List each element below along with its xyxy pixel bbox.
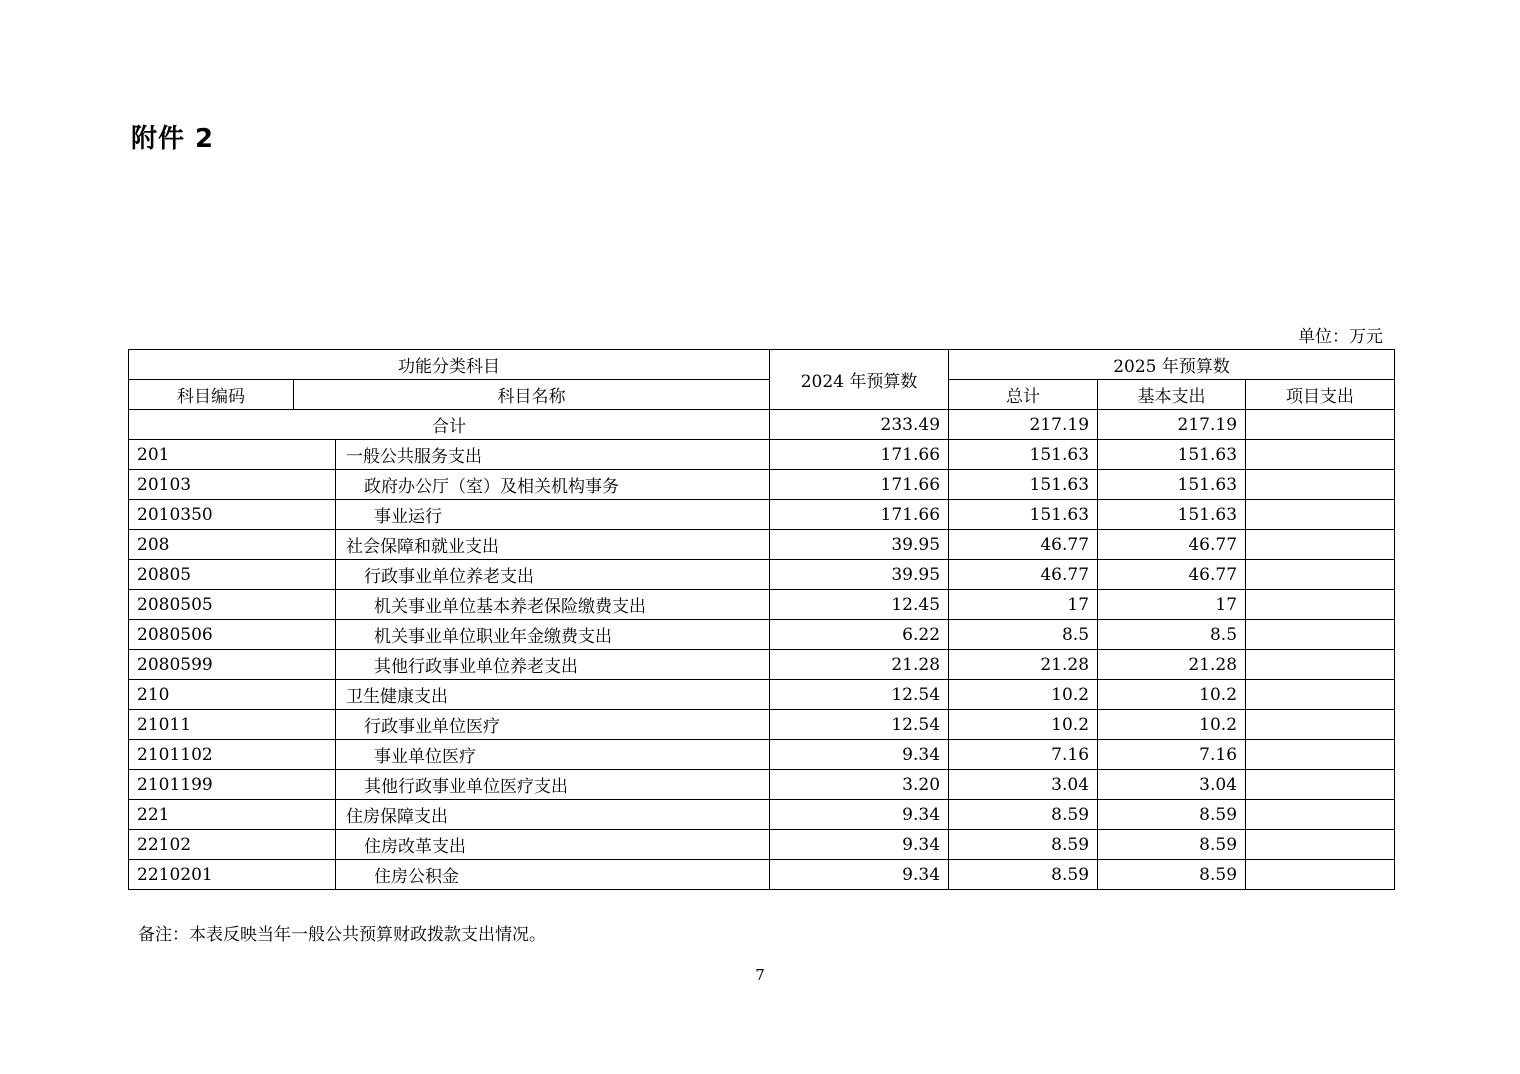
header-row-1 (129, 350, 1395, 380)
cell-2025-total: 151.63 (949, 500, 1098, 530)
cell-name: 政府办公厅（室）及相关机构事务 (336, 470, 770, 500)
cell-2025-total: 151.63 (949, 470, 1098, 500)
cell-2025-total: 8.59 (949, 860, 1098, 890)
cell-budget-2024: 12.54 (770, 680, 949, 710)
cell-2025-project (1246, 740, 1395, 770)
total-2025-basic: 217.19 (1098, 410, 1246, 440)
cell-budget-2024: 6.22 (770, 620, 949, 650)
cell-code: 2010350 (129, 500, 294, 530)
cell-code: 20805 (129, 560, 294, 590)
cell-spacer (294, 770, 336, 800)
table-row (129, 440, 1395, 470)
table-row (129, 530, 1395, 560)
cell-spacer (294, 560, 336, 590)
cell-code: 221 (129, 800, 294, 830)
table-row (129, 680, 1395, 710)
cell-spacer (294, 740, 336, 770)
cell-2025-project (1246, 500, 1395, 530)
cell-name: 机关事业单位职业年金缴费支出 (336, 620, 770, 650)
header-row-2 (129, 380, 1395, 410)
header-budget-2025: 2025 年预算数 (949, 350, 1395, 380)
table-row (129, 770, 1395, 800)
attachment-title: 附件 2 (131, 124, 215, 154)
table-body (129, 410, 1395, 890)
cell-spacer (294, 440, 336, 470)
cell-2025-basic: 21.28 (1098, 650, 1246, 680)
cell-budget-2024: 12.54 (770, 710, 949, 740)
cell-2025-basic: 7.16 (1098, 740, 1246, 770)
table-row (129, 590, 1395, 620)
header-code: 科目编码 (129, 380, 294, 410)
cell-2025-basic: 151.63 (1098, 500, 1246, 530)
cell-name: 卫生健康支出 (336, 680, 770, 710)
cell-2025-total: 46.77 (949, 530, 1098, 560)
cell-name: 其他行政事业单位养老支出 (336, 650, 770, 680)
cell-spacer (294, 830, 336, 860)
cell-budget-2024: 39.95 (770, 560, 949, 590)
cell-name: 行政事业单位养老支出 (336, 560, 770, 590)
table-row (129, 650, 1395, 680)
cell-2025-basic: 8.59 (1098, 860, 1246, 890)
table-row (129, 560, 1395, 590)
cell-2025-basic: 3.04 (1098, 770, 1246, 800)
cell-2025-total: 8.59 (949, 800, 1098, 830)
cell-2025-total: 17 (949, 590, 1098, 620)
cell-2025-project (1246, 560, 1395, 590)
cell-spacer (294, 470, 336, 500)
cell-spacer (294, 860, 336, 890)
cell-budget-2024: 21.28 (770, 650, 949, 680)
cell-2025-project (1246, 530, 1395, 560)
cell-2025-basic: 8.5 (1098, 620, 1246, 650)
header-budget-2024: 2024 年预算数 (770, 350, 949, 410)
cell-budget-2024: 171.66 (770, 440, 949, 470)
unit-label: 单位：万元 (1298, 327, 1383, 347)
cell-code: 2080506 (129, 620, 294, 650)
cell-code: 2101199 (129, 770, 294, 800)
cell-2025-total: 21.28 (949, 650, 1098, 680)
cell-2025-total: 10.2 (949, 680, 1098, 710)
cell-budget-2024: 39.95 (770, 530, 949, 560)
cell-name: 其他行政事业单位医疗支出 (336, 770, 770, 800)
cell-code: 20103 (129, 470, 294, 500)
cell-name: 住房公积金 (336, 860, 770, 890)
cell-code: 210 (129, 680, 294, 710)
cell-2025-basic: 8.59 (1098, 830, 1246, 860)
cell-budget-2024: 3.20 (770, 770, 949, 800)
cell-2025-project (1246, 860, 1395, 890)
cell-2025-basic: 8.59 (1098, 800, 1246, 830)
cell-2025-basic: 10.2 (1098, 680, 1246, 710)
cell-spacer (294, 710, 336, 740)
table-row (129, 620, 1395, 650)
table-row (129, 830, 1395, 860)
cell-2025-project (1246, 650, 1395, 680)
cell-2025-total: 3.04 (949, 770, 1098, 800)
cell-budget-2024: 9.34 (770, 800, 949, 830)
cell-2025-basic: 46.77 (1098, 530, 1246, 560)
table-row (129, 470, 1395, 500)
total-2025-project (1246, 410, 1395, 440)
cell-code: 21011 (129, 710, 294, 740)
cell-2025-project (1246, 440, 1395, 470)
header-name: 科目名称 (294, 380, 770, 410)
cell-2025-project (1246, 830, 1395, 860)
cell-spacer (294, 590, 336, 620)
table-row (129, 710, 1395, 740)
cell-name: 住房改革支出 (336, 830, 770, 860)
cell-name: 住房保障支出 (336, 800, 770, 830)
cell-2025-total: 7.16 (949, 740, 1098, 770)
table-row (129, 740, 1395, 770)
cell-spacer (294, 800, 336, 830)
table-note: 备注：本表反映当年一般公共预算财政拨款支出情况。 (138, 925, 546, 945)
budget-table (128, 349, 1395, 890)
cell-code: 2210201 (129, 860, 294, 890)
total-label: 合计 (129, 410, 770, 440)
cell-budget-2024: 9.34 (770, 830, 949, 860)
cell-name: 机关事业单位基本养老保险缴费支出 (336, 590, 770, 620)
cell-spacer (294, 650, 336, 680)
cell-code: 22102 (129, 830, 294, 860)
cell-budget-2024: 171.66 (770, 500, 949, 530)
cell-spacer (294, 500, 336, 530)
cell-budget-2024: 171.66 (770, 470, 949, 500)
cell-2025-project (1246, 680, 1395, 710)
cell-2025-basic: 46.77 (1098, 560, 1246, 590)
header-basic: 基本支出 (1098, 380, 1246, 410)
cell-name: 事业运行 (336, 500, 770, 530)
cell-2025-project (1246, 770, 1395, 800)
table-row (129, 500, 1395, 530)
cell-2025-basic: 151.63 (1098, 440, 1246, 470)
total-2025-total: 217.19 (949, 410, 1098, 440)
cell-budget-2024: 9.34 (770, 740, 949, 770)
cell-2025-total: 46.77 (949, 560, 1098, 590)
cell-code: 2080505 (129, 590, 294, 620)
cell-2025-total: 151.63 (949, 440, 1098, 470)
cell-2025-basic: 10.2 (1098, 710, 1246, 740)
cell-code: 201 (129, 440, 294, 470)
total-budget-2024: 233.49 (770, 410, 949, 440)
header-total: 总计 (949, 380, 1098, 410)
cell-budget-2024: 9.34 (770, 860, 949, 890)
cell-code: 208 (129, 530, 294, 560)
cell-name: 一般公共服务支出 (336, 440, 770, 470)
cell-code: 2080599 (129, 650, 294, 680)
cell-name: 社会保障和就业支出 (336, 530, 770, 560)
header-functional-category: 功能分类科目 (129, 350, 770, 380)
page-number: 7 (755, 966, 765, 984)
cell-2025-project (1246, 620, 1395, 650)
cell-budget-2024: 12.45 (770, 590, 949, 620)
cell-2025-total: 8.59 (949, 830, 1098, 860)
cell-2025-basic: 17 (1098, 590, 1246, 620)
cell-code: 2101102 (129, 740, 294, 770)
cell-spacer (294, 530, 336, 560)
cell-name: 事业单位医疗 (336, 740, 770, 770)
table-row (129, 860, 1395, 890)
cell-spacer (294, 680, 336, 710)
total-row (129, 410, 1395, 440)
table-header (129, 350, 1395, 410)
cell-spacer (294, 620, 336, 650)
cell-2025-project (1246, 800, 1395, 830)
cell-2025-total: 8.5 (949, 620, 1098, 650)
cell-2025-basic: 151.63 (1098, 470, 1246, 500)
header-project: 项目支出 (1246, 380, 1395, 410)
cell-2025-total: 10.2 (949, 710, 1098, 740)
table-row (129, 800, 1395, 830)
cell-2025-project (1246, 470, 1395, 500)
cell-name: 行政事业单位医疗 (336, 710, 770, 740)
cell-2025-project (1246, 710, 1395, 740)
cell-2025-project (1246, 590, 1395, 620)
